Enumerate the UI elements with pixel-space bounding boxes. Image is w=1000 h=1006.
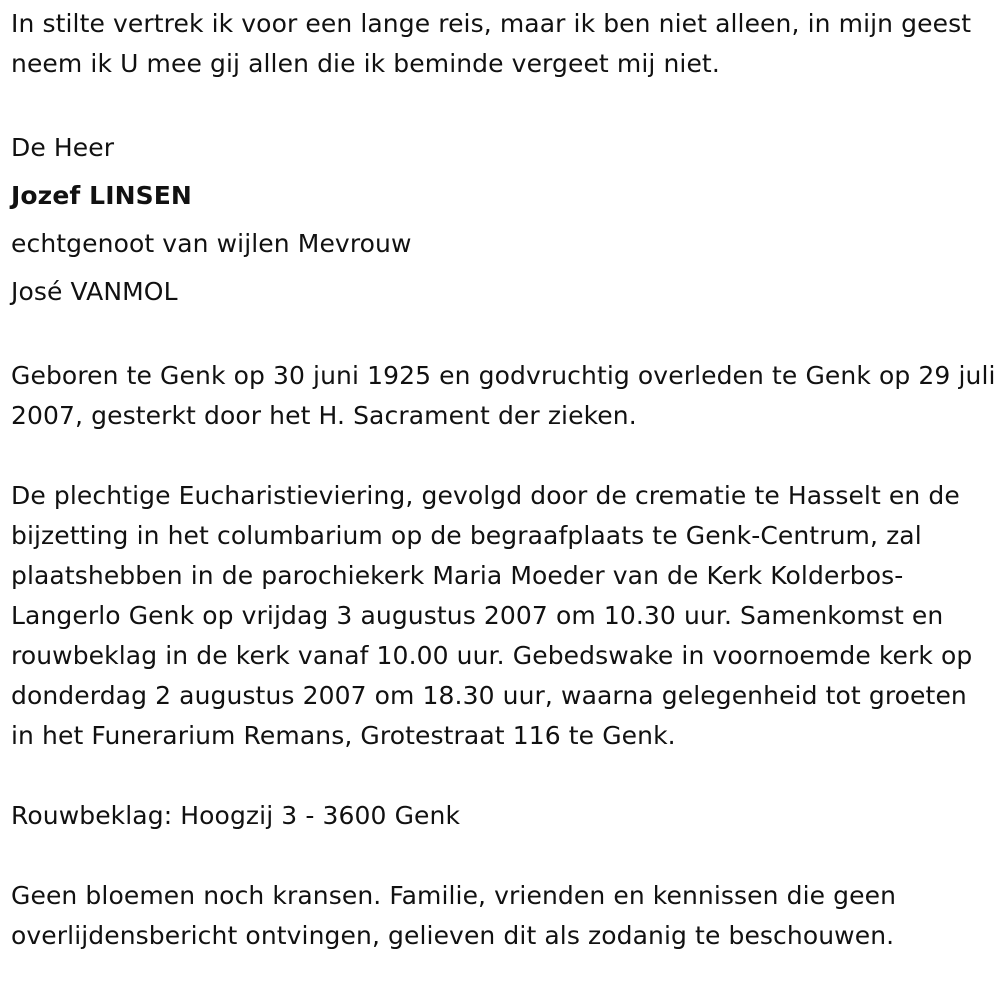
- spouse-name: José VANMOL: [11, 277, 178, 306]
- birth-death-paragraph: Geboren te Genk op 30 juni 1925 en godvruchtig overleden te Genk op 29 juli 2007, gesterkt door het H. Sacrament der zieken.: [11, 361, 996, 430]
- condolence-address: Rouwbeklag: Hoogzij 3 - 3600 Genk: [11, 801, 461, 830]
- spacer: [11, 316, 996, 356]
- closing-paragraph: Geen bloemen noch kransen. Familie, vrienden en kennissen die geen overlijdensbericht ontvingen, gelieven dit als zodanig te beschouwen.: [11, 881, 897, 950]
- ceremony-paragraph: De plechtige Eucharistieviering, gevolgd door de crematie te Hasselt en de bijzetting in het columbarium op de begraafplaats te Genk-Centrum, zal plaatshebben in de parochiekerk Maria Moeder van de Kerk Kolderbos-Langerlo Genk op vrijdag 3 augustus 2007 om 10.30 uur. Samenkomst en rouwbeklag in de kerk vanaf 10.00 uur. Gebedswake in voornoemde kerk op donderdag 2 augustus 2007 om 18.30 uur, waarna gelegenheid tot groeten in het Funerarium Remans, Grotestraat 116 te Genk.: [11, 481, 973, 750]
- honorific: De Heer: [11, 133, 115, 162]
- spacer: [11, 756, 996, 796]
- spacer: [11, 436, 996, 476]
- relation-line: echtgenoot van wijlen Mevrouw: [11, 229, 412, 258]
- obituary-document: [11, 4, 996, 956]
- spacer: [11, 836, 996, 876]
- intro-paragraph: In stilte vertrek ik voor een lange reis, maar ik ben niet alleen, in mijn geest neem ik U mee gij allen die ik beminde vergeet mij niet.: [11, 9, 972, 78]
- spacer: [11, 84, 996, 124]
- deceased-name: Jozef LINSEN: [11, 181, 192, 210]
